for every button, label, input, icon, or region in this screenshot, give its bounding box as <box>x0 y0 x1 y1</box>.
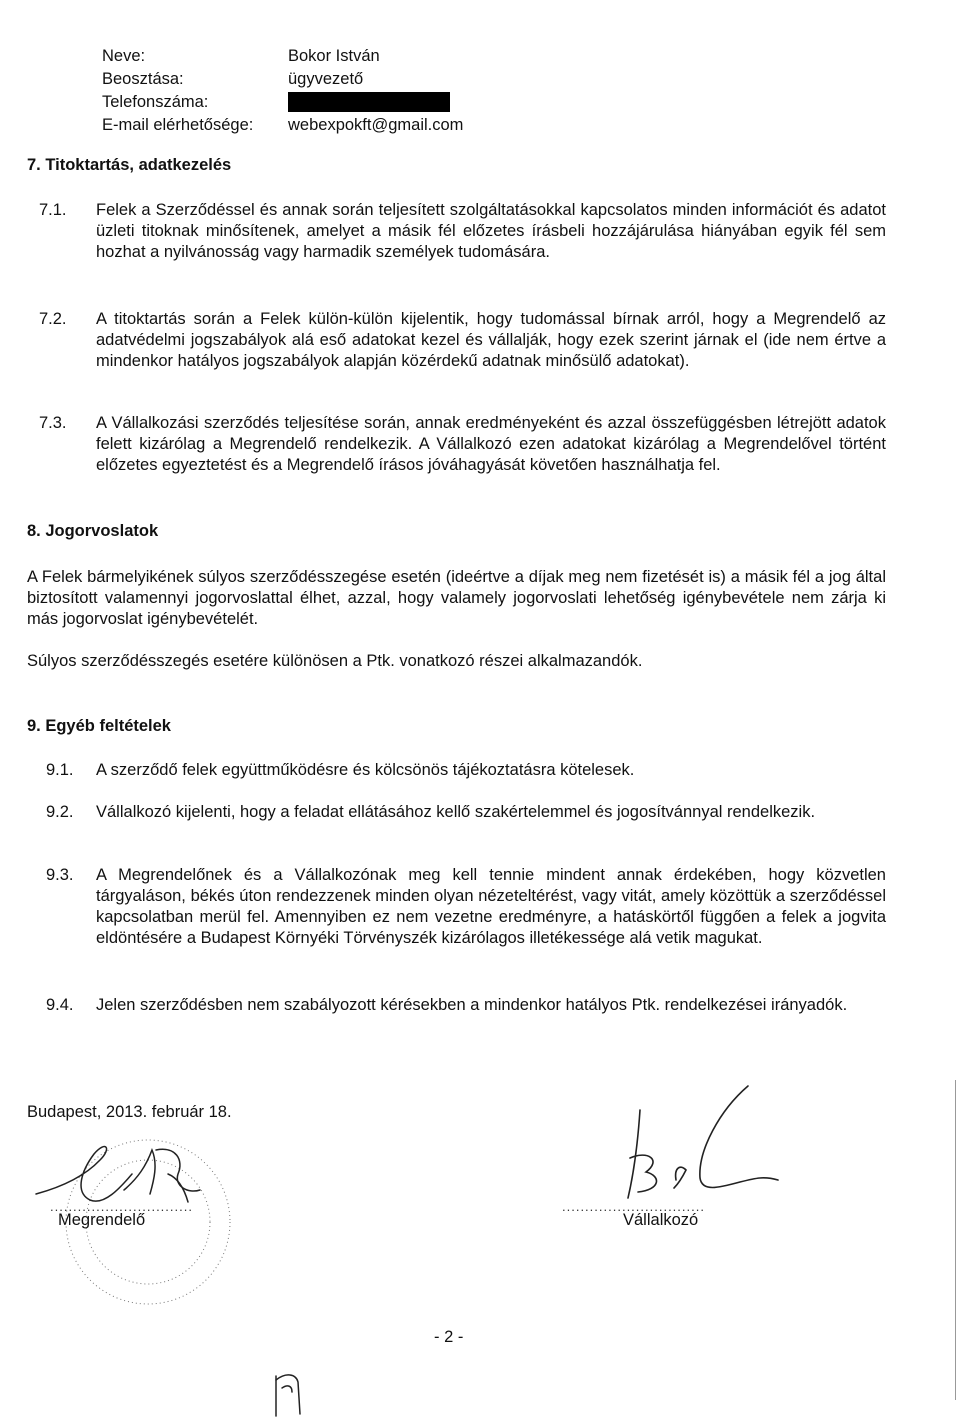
party-label-megrendelo: Megrendelő <box>58 1211 146 1229</box>
contact-row-name <box>102 46 522 67</box>
item-number: 7.1. <box>39 201 67 219</box>
paragraph: A Felek bármelyikének súlyos szerződésszegése esetén (ideértve a díjak meg nem fizetését is) a másik fél a jog által biztosított valamennyi jogorvoslattal élhet, azzal, hogy valamely jogorvoslati lehetőség igénybevétele nem zárja ki más jogorvoslat igénybevételét. <box>27 568 886 628</box>
item-text: Felek a Szerződéssel és annak során teljesített szolgáltatásokkal kapcsolatos minden információt és adatot üzleti titoknak minősítenek, amelyet a másik fél előzetes írásbeli hozzájárulása hiányában egyik fél sem hozhat a nyilvánosság vagy harmadik személyek tudomására. <box>96 201 886 261</box>
contact-label: Neve: <box>102 47 146 65</box>
section-9-title: 9. Egyéb feltételek <box>27 717 171 735</box>
page-number: - 2 - <box>434 1328 464 1346</box>
item-number: 7.3. <box>39 414 67 432</box>
contact-label: Telefonszáma: <box>102 93 209 111</box>
item-number: 9.3. <box>46 866 74 884</box>
section-8-title: 8. Jogorvoslatok <box>27 522 159 540</box>
contact-label: Beosztása: <box>102 70 184 88</box>
party-label-vallalkozo: Vállalkozó <box>623 1211 699 1229</box>
section-7-title: 7. Titoktartás, adatkezelés <box>27 156 232 174</box>
place-date: Budapest, 2013. február 18. <box>27 1103 232 1121</box>
signature-line-dots: ............................... <box>562 1199 705 1214</box>
item-number: 7.2. <box>39 310 67 328</box>
contact-row-phone <box>102 92 522 113</box>
item-text: A Megrendelőnek és a Vállalkozónak meg kell tennie mindent annak érdekében, hogy közvetlen tárgyaláson, békés úton rendezzenek minden olyan nézeteltérést, vagy vitát, amely közöttük a szerződéssel kapcsolatban merül fel. Amennyiben ez nem vezetne eredményre, a hatáskörtől függően a felek a jogvita eldöntésére a Budapest Környéki Törvényszék kizárólagos illetékessége alá vetik magukat. <box>96 866 886 947</box>
item-text: Jelen szerződésben nem szabályozott kérésekben a mindenkor hatályos Ptk. rendelkezései irányadók. <box>96 996 848 1014</box>
item-number: 9.1. <box>46 761 74 779</box>
contact-value: webexpokft@gmail.com <box>288 116 464 134</box>
contact-label: E-mail elérhetősége: <box>102 116 254 134</box>
signature-line-dots: ............................... <box>50 1199 193 1214</box>
item-text: A Vállalkozási szerződés teljesítése során, annak eredményeként és azzal összefüggésben létrejött adatok felett kizárólag a Megrendelő rendelkezik. A Vállalkozó ezen adatokat kizárólag a Megrendelővel történt előzetes egyeztetést és a Megrendelő írásos jóváhagyását követően használhatja fel. <box>96 414 886 474</box>
paragraph: Súlyos szerződésszegés esetére különösen a Ptk. vonatkozó részei alkalmazandók. <box>27 652 643 670</box>
item-text: A titoktartás során a Felek külön-külön kijelentik, hogy tudomással bírnak arról, hogy a Megrendelő az adatvédelmi jogszabályok alá eső adatokat kezel és vállalják, hogy ezek szerint járnak el (ide nem értve a mindenkor hatályos jogszabályok alapján közérdekű adatnak minősülő adatokat). <box>96 310 886 370</box>
item-number: 9.2. <box>46 803 74 821</box>
scan-edge-mark <box>955 1080 956 1400</box>
contact-row-position <box>102 69 522 90</box>
contact-value: ügyvezető <box>288 70 364 88</box>
contact-value: Bokor István <box>288 47 380 65</box>
item-text: Vállalkozó kijelenti, hogy a feladat ellátásához kellő szakértelemmel és jogosítvánnyal rendelkezik. <box>96 803 816 821</box>
item-text: A szerződő felek együttműködésre és kölcsönös tájékoztatásra kötelesek. <box>96 761 635 779</box>
item-number: 9.4. <box>46 996 74 1014</box>
initials-graphic <box>268 1368 316 1418</box>
redaction-bar <box>288 92 450 112</box>
contact-row-email <box>102 115 522 136</box>
handwritten-signature-graphic <box>600 1080 820 1200</box>
